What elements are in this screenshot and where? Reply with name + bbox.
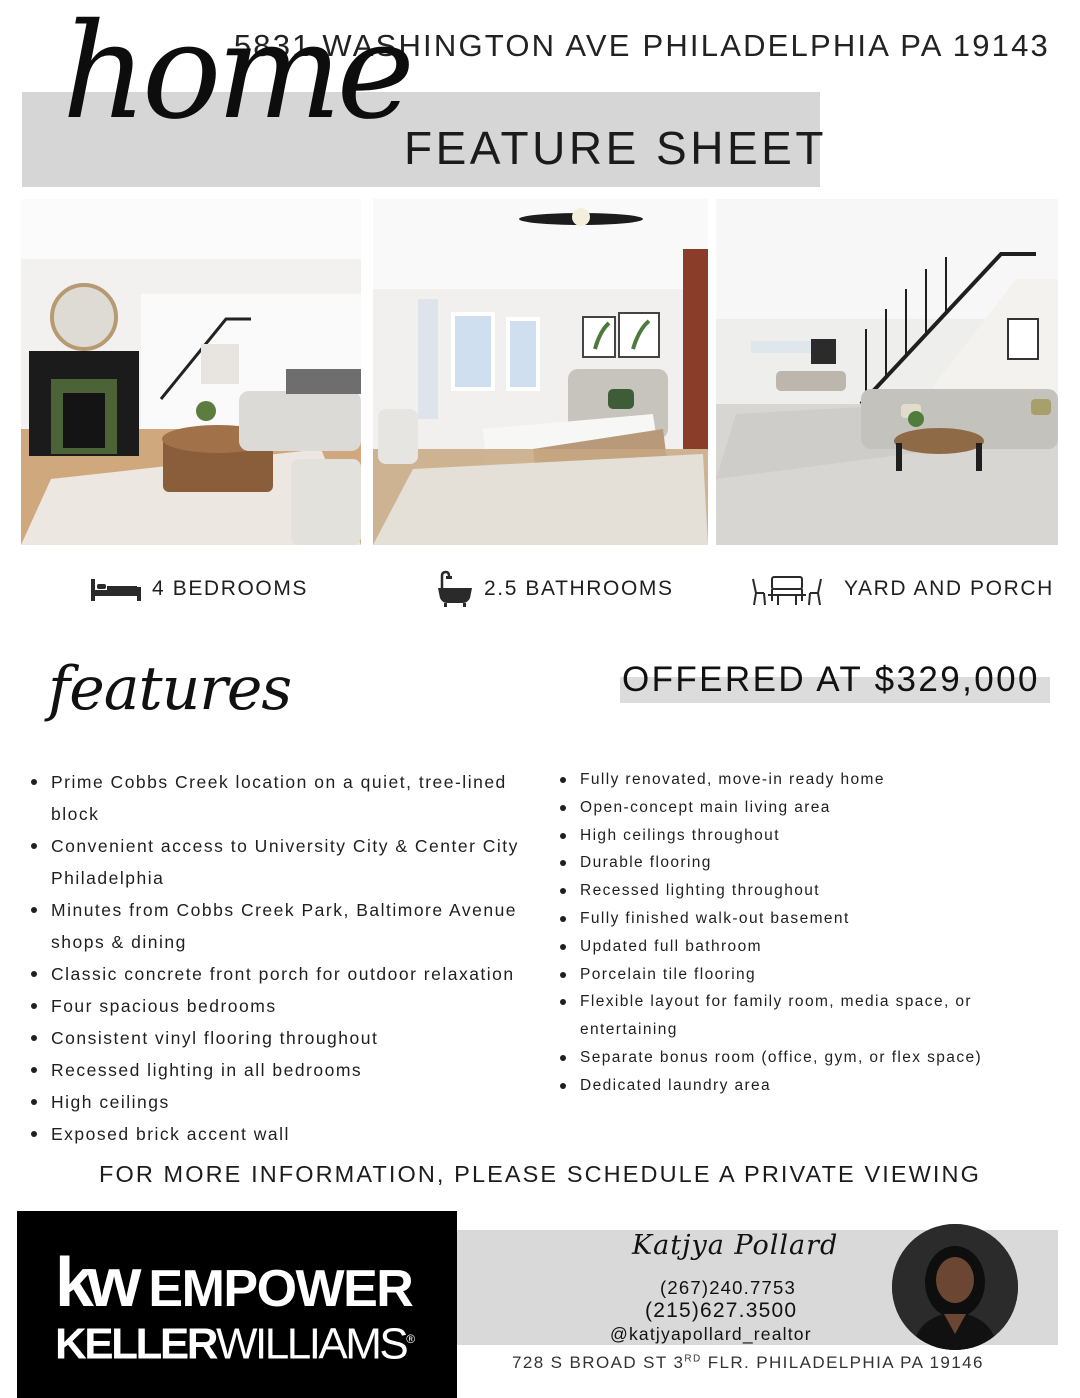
patio-furniture-icon bbox=[750, 571, 824, 607]
home-script-title: home bbox=[62, 0, 410, 149]
list-item: Open-concept main living area bbox=[553, 794, 1053, 822]
empower-wordmark: EMPOWER bbox=[148, 1260, 413, 1318]
list-item: Convenient access to University City & Center City Philadelphia bbox=[24, 830, 552, 894]
list-item: Fully finished walk-out basement bbox=[553, 905, 1053, 933]
list-item: High ceilings bbox=[24, 1086, 552, 1118]
bathtub-icon bbox=[436, 570, 474, 608]
yard-porch-label: YARD AND PORCH bbox=[844, 577, 1054, 600]
list-item: Updated full bathroom bbox=[553, 933, 1053, 961]
office-floor-suffix: RD bbox=[684, 1353, 702, 1365]
list-item: Consistent vinyl flooring throughout bbox=[24, 1022, 552, 1054]
keller-text: KELLER bbox=[55, 1319, 216, 1369]
list-item: Dedicated laundry area bbox=[553, 1072, 1053, 1100]
agent-social-handle[interactable]: @katjyapollard_realtor bbox=[610, 1324, 812, 1344]
list-item: Durable flooring bbox=[553, 849, 1053, 877]
list-item: Prime Cobbs Creek location on a quiet, tree-lined block bbox=[24, 766, 552, 830]
bedrooms-label: 4 BEDROOMS bbox=[152, 577, 309, 600]
keller-williams-logo-box bbox=[17, 1211, 457, 1398]
williams-text: WILLIAMS bbox=[216, 1319, 407, 1369]
schedule-viewing-cta: FOR MORE INFORMATION, PLEASE SCHEDULE A PRIVATE VIEWING bbox=[99, 1161, 981, 1187]
bathrooms-stat bbox=[436, 566, 674, 612]
agent-phone-primary[interactable]: (267)240.7753 bbox=[660, 1277, 796, 1298]
features-list-left bbox=[24, 766, 552, 1150]
list-item: Recessed lighting throughout bbox=[553, 877, 1053, 905]
agent-signature: Katjya Pollard bbox=[632, 1230, 839, 1261]
features-list-right bbox=[553, 766, 1053, 1100]
basement-photo bbox=[716, 199, 1058, 545]
list-item: Separate bonus room (office, gym, or flex space) bbox=[553, 1044, 1053, 1072]
list-item: Recessed lighting in all bedrooms bbox=[24, 1054, 552, 1086]
keller-williams-wordmark bbox=[55, 1317, 415, 1367]
office-address-start: 728 S BROAD ST 3 bbox=[512, 1353, 685, 1372]
bedroom-photo bbox=[373, 199, 708, 545]
list-item: Flexible layout for family room, media space, or entertaining bbox=[553, 988, 1053, 1044]
kw-empower-logo bbox=[55, 1243, 413, 1321]
bed-icon bbox=[90, 575, 142, 603]
bathrooms-label: 2.5 BATHROOMS bbox=[484, 577, 674, 600]
bedrooms-stat bbox=[90, 566, 308, 612]
feature-sheet-title: FEATURE SHEET bbox=[404, 122, 827, 174]
features-heading: features bbox=[48, 654, 292, 724]
registered-mark: ® bbox=[406, 1332, 416, 1346]
property-address: 5831 WASHINGTON AVE PHILADELPHIA PA 19143 bbox=[233, 28, 1050, 63]
list-item: Fully renovated, move-in ready home bbox=[553, 766, 1053, 794]
list-item: Porcelain tile flooring bbox=[553, 961, 1053, 989]
living-room-photo bbox=[21, 199, 361, 545]
agent-phone-office[interactable]: (215)627.3500 bbox=[645, 1299, 798, 1322]
yard-porch-stat bbox=[750, 566, 1054, 612]
agent-headshot bbox=[892, 1224, 1018, 1350]
list-item: Minutes from Cobbs Creek Park, Baltimore Avenue shops & dining bbox=[24, 894, 552, 958]
kw-mark: kw bbox=[55, 1243, 135, 1321]
list-item: Exposed brick accent wall bbox=[24, 1118, 552, 1150]
office-address-end: FLR. PHILADELPHIA PA 19146 bbox=[701, 1353, 984, 1372]
offered-price: OFFERED AT $329,000 bbox=[622, 660, 1040, 699]
office-address bbox=[512, 1353, 984, 1373]
list-item: Four spacious bedrooms bbox=[24, 990, 552, 1022]
list-item: High ceilings throughout bbox=[553, 822, 1053, 850]
list-item: Classic concrete front porch for outdoor relaxation bbox=[24, 958, 552, 990]
